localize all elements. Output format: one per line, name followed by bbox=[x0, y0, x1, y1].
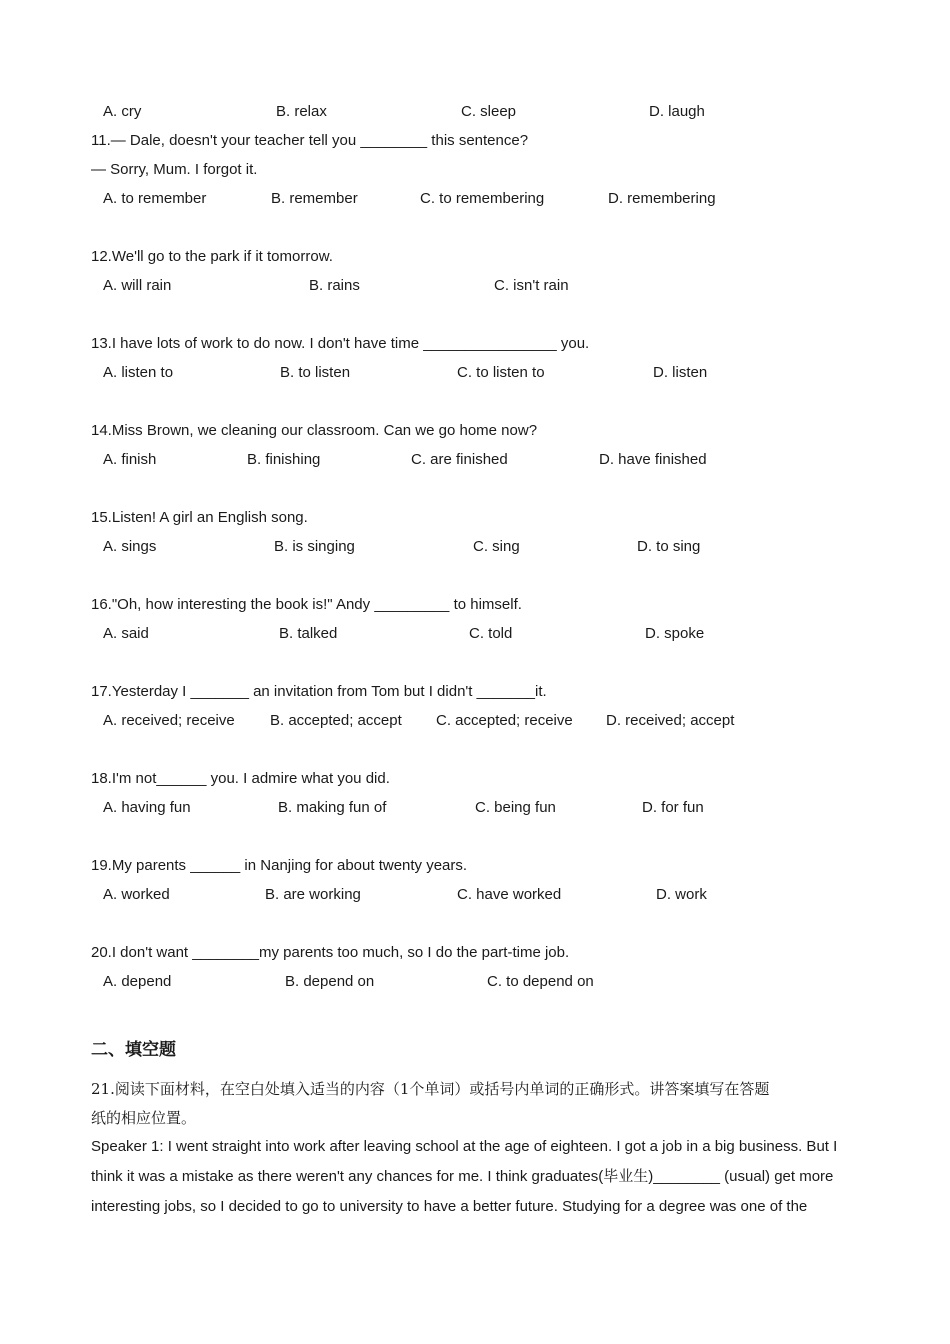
q17-option-c[interactable]: C. accepted; receive bbox=[436, 712, 573, 729]
q21-instruction-line-1: 21.阅读下面材料，在空白处填入适当的内容（1个单词）或括号内单词的正确形式。讲答案填写在答题 bbox=[91, 1080, 770, 1098]
q17-option-d[interactable]: D. received; accept bbox=[606, 712, 735, 729]
q19-option-d[interactable]: D. work bbox=[656, 886, 707, 903]
q19-stem: 19.My parents ______ in Nanjing for about twenty years. bbox=[91, 857, 468, 874]
q21-passage-line-1: Speaker 1: I went straight into work after leaving school at the age of eighteen. I got a job in a big business. But I bbox=[91, 1138, 838, 1155]
q16-option-b[interactable]: B. talked bbox=[279, 625, 338, 642]
q16-stem: 16."Oh, how interesting the book is!" Andy _________ to himself. bbox=[91, 596, 522, 613]
q11-reply: — Sorry, Mum. I forgot it. bbox=[91, 161, 258, 178]
q18-option-a[interactable]: A. having fun bbox=[103, 799, 191, 816]
q14-option-b[interactable]: B. finishing bbox=[247, 451, 321, 468]
q14-option-d[interactable]: D. have finished bbox=[599, 451, 707, 468]
q17-stem: 17.Yesterday I _______ an invitation from Tom but I didn't _______it. bbox=[91, 683, 547, 700]
q15-option-c[interactable]: C. sing bbox=[473, 538, 520, 555]
q17-option-a[interactable]: A. received; receive bbox=[103, 712, 235, 729]
q10-option-c[interactable]: C. sleep bbox=[461, 103, 517, 120]
q14-option-c[interactable]: C. are finished bbox=[411, 451, 508, 468]
q13-stem: 13.I have lots of work to do now. I don't have time ________________ you. bbox=[91, 335, 590, 352]
q12-option-a[interactable]: A. will rain bbox=[103, 277, 172, 294]
q18-option-d[interactable]: D. for fun bbox=[642, 799, 704, 816]
q15-stem: 15.Listen! A girl an English song. bbox=[91, 509, 308, 526]
q15-option-d[interactable]: D. to sing bbox=[637, 538, 701, 555]
q20-option-b[interactable]: B. depend on bbox=[285, 973, 375, 990]
q12-option-c[interactable]: C. isn't rain bbox=[494, 277, 569, 294]
q20-stem: 20.I don't want ________my parents too much, so I do the part-time job. bbox=[91, 944, 570, 961]
q17-option-b[interactable]: B. accepted; accept bbox=[270, 712, 402, 729]
q11-option-c[interactable]: C. to remembering bbox=[420, 190, 545, 207]
q20-option-a[interactable]: A. depend bbox=[103, 973, 172, 990]
q20-option-c[interactable]: C. to depend on bbox=[487, 973, 594, 990]
q16-option-d[interactable]: D. spoke bbox=[645, 625, 705, 642]
q21-passage-line-2: think it was a mistake as there weren't any chances for me. I think graduates(毕业生)________ (usual) get more bbox=[91, 1168, 834, 1185]
q12-option-b[interactable]: B. rains bbox=[309, 277, 360, 294]
q13-option-d[interactable]: D. listen bbox=[653, 364, 708, 381]
q11-option-a[interactable]: A. to remember bbox=[103, 190, 207, 207]
q15-option-a[interactable]: A. sings bbox=[103, 538, 157, 555]
q11-option-b[interactable]: B. remember bbox=[271, 190, 358, 207]
section-title-fill-in: 二、填空题 bbox=[91, 1040, 176, 1060]
q18-stem: 18.I'm not______ you. I admire what you did. bbox=[91, 770, 390, 787]
q10-option-a[interactable]: A. cry bbox=[103, 103, 142, 120]
q13-option-c[interactable]: C. to listen to bbox=[457, 364, 545, 381]
q14-stem: 14.Miss Brown, we cleaning our classroom. Can we go home now? bbox=[91, 422, 538, 439]
q19-option-a[interactable]: A. worked bbox=[103, 886, 170, 903]
q16-option-c[interactable]: C. told bbox=[469, 625, 513, 642]
q18-option-b[interactable]: B. making fun of bbox=[278, 799, 387, 816]
q19-option-c[interactable]: C. have worked bbox=[457, 886, 562, 903]
q10-option-b[interactable]: B. relax bbox=[276, 103, 327, 120]
q11-stem: 11.— Dale, doesn't your teacher tell you ________ this sentence? bbox=[91, 132, 529, 149]
q13-option-a[interactable]: A. listen to bbox=[103, 364, 174, 381]
q13-option-b[interactable]: B. to listen bbox=[280, 364, 351, 381]
q19-option-b[interactable]: B. are working bbox=[265, 886, 361, 903]
q10-option-d[interactable]: D. laugh bbox=[649, 103, 705, 120]
q16-option-a[interactable]: A. said bbox=[103, 625, 149, 642]
q11-option-d[interactable]: D. remembering bbox=[608, 190, 716, 207]
q14-option-a[interactable]: A. finish bbox=[103, 451, 157, 468]
q12-stem: 12.We'll go to the park if it tomorrow. bbox=[91, 248, 333, 265]
q15-option-b[interactable]: B. is singing bbox=[274, 538, 355, 555]
q18-option-c[interactable]: C. being fun bbox=[475, 799, 556, 816]
q21-passage-line-3: interesting jobs, so I decided to go to university to have a better future. Studying for a degree was one of the bbox=[91, 1198, 808, 1215]
q21-instruction-line-2: 纸的相应位置。 bbox=[91, 1109, 197, 1127]
